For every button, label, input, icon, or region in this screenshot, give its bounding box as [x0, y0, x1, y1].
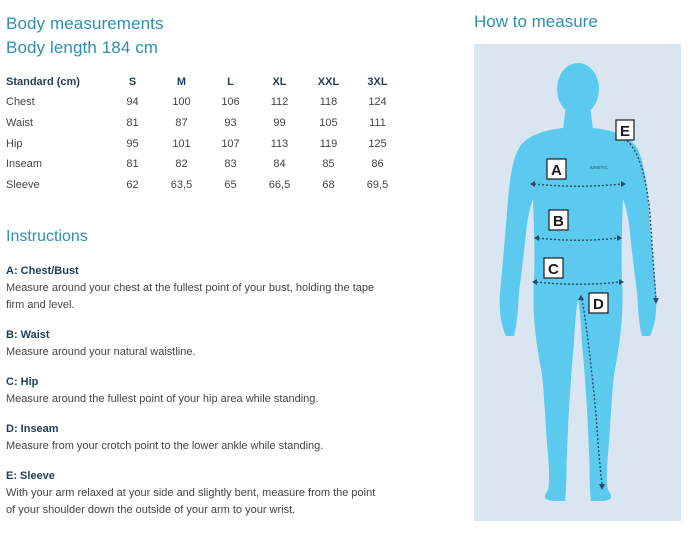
table-cell: 105 — [319, 117, 338, 130]
column-header: Standard (cm) — [6, 76, 80, 88]
instruction-text: Measure from your crotch point to the lower ankle while standing. — [6, 440, 324, 452]
label-d — [589, 293, 608, 313]
table-cell: 84 — [273, 158, 286, 171]
table-cell: 63,5 — [170, 179, 193, 192]
table-cell: 113 — [270, 137, 289, 150]
table-cell: 100 — [172, 96, 191, 109]
column-header: XXL — [317, 76, 340, 88]
instruction-heading: D: Inseam — [6, 423, 59, 435]
column-header: L — [227, 76, 234, 88]
instruction-heading: C: Hip — [6, 376, 39, 388]
table-cell: 68 — [322, 179, 335, 192]
instruction-text: Measure around your chest at the fullest point of your bust, holding the tape firm and level. — [6, 282, 375, 311]
table-cell: 86 — [371, 158, 384, 171]
row-label: Inseam — [6, 158, 43, 171]
table-cell: 81 — [126, 117, 139, 130]
table-cell: 124 — [368, 96, 387, 109]
table-row — [6, 92, 402, 113]
instruction-text: With your arm relaxed at your side and slightly bent, measure from the point of your shoulder down the outside of your arm to your wrist. — [6, 487, 376, 516]
page-title: Body measurements — [6, 14, 164, 33]
svg-text:A: A — [551, 162, 562, 179]
svg-text:E: E — [620, 123, 631, 140]
row-label: Waist — [6, 117, 34, 130]
instruction-heading: B: Waist — [6, 329, 50, 341]
table-cell: 95 — [126, 137, 139, 150]
size-table — [6, 72, 402, 195]
column-header: S — [128, 76, 137, 88]
table-cell: 66,5 — [268, 179, 291, 192]
table-cell: 101 — [172, 137, 191, 150]
page-subtitle: Body length 184 cm — [6, 38, 159, 57]
how-to-measure-title: How to measure — [474, 12, 598, 31]
shirt-logo: KINETIC — [590, 165, 608, 170]
row-label: Hip — [6, 137, 23, 150]
svg-text:D: D — [593, 296, 604, 313]
table-cell: 119 — [319, 137, 338, 150]
measure-diagram-panel — [474, 44, 681, 521]
instruction-sleeve — [6, 468, 386, 519]
row-label: Chest — [6, 96, 35, 109]
table-row — [6, 154, 402, 175]
table-cell: 85 — [322, 158, 335, 171]
table-cell: 111 — [369, 117, 386, 130]
table-cell: 87 — [175, 117, 188, 130]
table-row — [6, 113, 402, 134]
instruction-chest — [6, 263, 386, 314]
table-cell: 69,5 — [366, 179, 389, 192]
table-row — [6, 175, 402, 196]
instruction-heading: A: Chest/Bust — [6, 265, 79, 277]
row-label: Sleeve — [6, 179, 40, 192]
table-cell: 106 — [221, 96, 240, 109]
instruction-heading: E: Sleeve — [6, 470, 55, 482]
table-cell: 125 — [368, 137, 387, 150]
instruction-text: Measure around the fullest point of your hip area while standing. — [6, 393, 319, 405]
instructions-title: Instructions — [6, 228, 88, 245]
column-header: 3XL — [367, 76, 388, 88]
table-cell: 83 — [224, 158, 237, 171]
body-figure — [474, 44, 681, 521]
table-cell: 82 — [175, 158, 188, 171]
table-cell: 112 — [270, 96, 289, 109]
table-cell: 107 — [221, 137, 240, 150]
table-cell: 81 — [126, 158, 139, 171]
instruction-waist — [6, 327, 386, 361]
label-e — [616, 120, 634, 140]
table-cell: 99 — [273, 117, 286, 130]
table-row — [6, 133, 402, 154]
table-cell: 62 — [126, 179, 139, 192]
column-header: XL — [272, 76, 287, 88]
label-b — [549, 210, 568, 230]
table-cell: 94 — [126, 96, 139, 109]
table-cell: 65 — [224, 179, 237, 192]
instruction-text: Measure around your natural waistline. — [6, 346, 196, 358]
label-a — [547, 159, 566, 179]
instruction-inseam — [6, 421, 386, 455]
table-header-row — [6, 72, 402, 92]
svg-text:B: B — [553, 213, 564, 230]
label-c — [544, 258, 563, 278]
table-cell: 118 — [319, 96, 338, 109]
column-header: M — [176, 76, 187, 88]
table-cell: 93 — [224, 117, 237, 130]
instruction-hip — [6, 374, 386, 408]
svg-text:C: C — [548, 261, 559, 278]
